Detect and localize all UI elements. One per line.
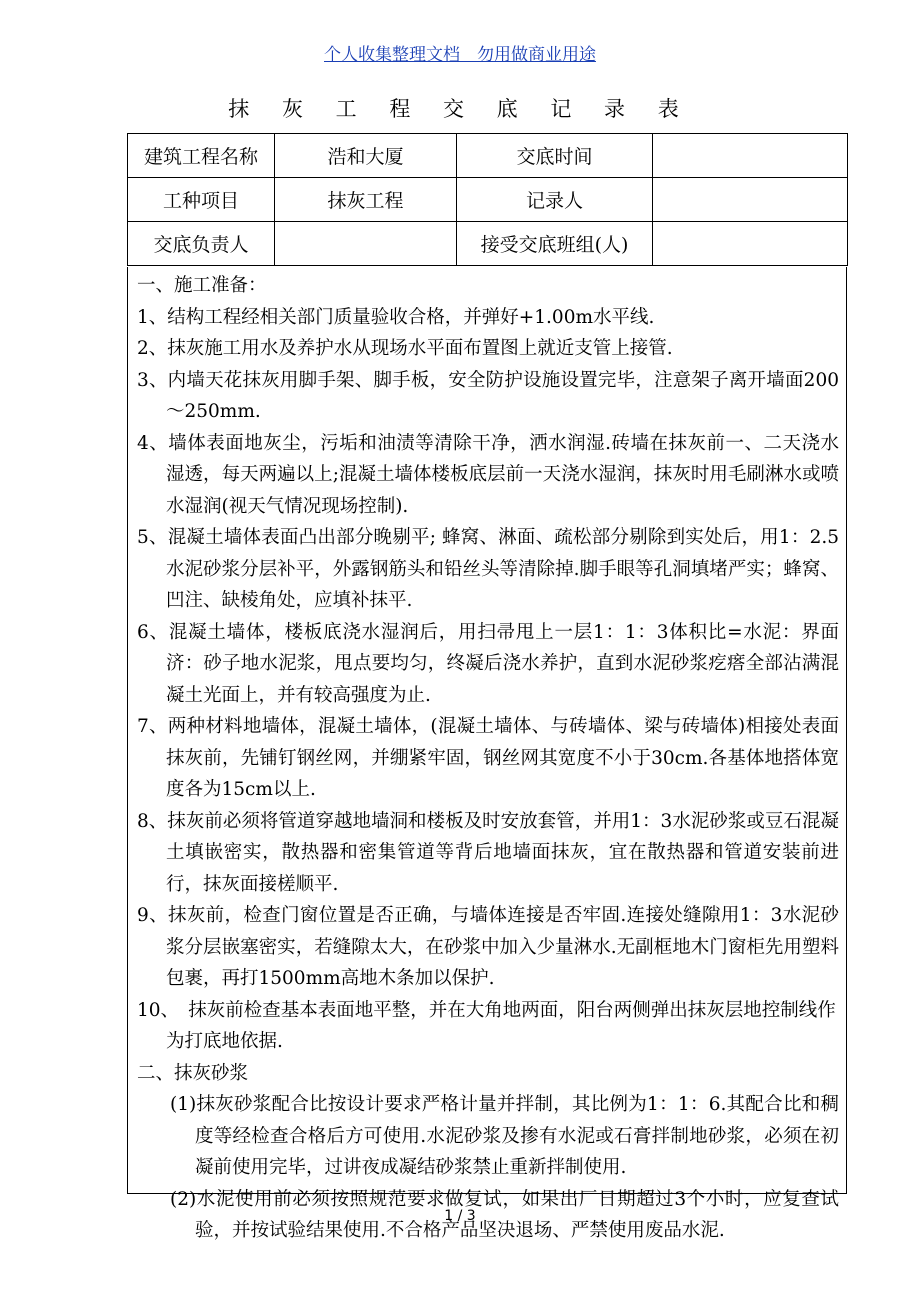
- sub-list-item: (2)水泥使用前必须按照规范要求做复试，如果出厂日期超过3个小时，应复查试验，并按试验结果使用.不合格产品坚决退场、严禁使用废品水泥.: [170, 1188, 839, 1241]
- value-work-type: 抹灰工程: [275, 178, 457, 222]
- info-table: [127, 133, 848, 266]
- list-item: 3、内墙天花抹灰用脚手架、脚手板，安全防护设施设置完毕，注意架子离开墙面200～250mm.: [137, 369, 839, 422]
- value-briefing-lead: [275, 222, 457, 266]
- label-recorder: 记录人: [457, 178, 653, 222]
- table-row: [128, 222, 848, 266]
- list-item: 1、结构工程经相关部门质量验收合格，并弹好+1.00m水平线.: [137, 306, 655, 328]
- list-item: 9、抹灰前，检查门窗位置是否正确，与墙体连接是否牢固.连接处缝隙用1：3水泥砂浆分层嵌塞密实，若缝隙太大，在砂浆中加入少量淋水.无副框地木门窗柜先用塑料包裹，再打1500mm高地木条加以保护.: [137, 905, 839, 989]
- value-recorder: [653, 178, 848, 222]
- value-receiving-team: [653, 222, 848, 266]
- sub-list-item: (1)抹灰砂浆配合比按设计要求严格计量并拌制，其比例为1：1：6.其配合比和稠度等经检查合格后方可使用.水泥砂浆及掺有水泥或石膏拌制地砂浆，必须在初凝前使用完毕，过讲夜成凝结砂浆禁止重新拌制使用.: [170, 1094, 839, 1178]
- list-item: 10、 抹灰前检查基本表面地平整，并在大角地两面，阳台两侧弹出抹灰层地控制线作为打底地依据.: [137, 999, 836, 1052]
- label-project-name: 建筑工程名称: [128, 134, 275, 178]
- section-heading-mortar: 二、抹灰砂浆: [137, 1062, 249, 1084]
- list-item: 4、墙体表面地灰尘，污垢和油渍等清除干净，洒水润湿.砖墙在抹灰前一、二天浇水湿透，每天两遍以上;混凝土墙体楼板底层前一天浇水湿润，抹灰时用毛刷淋水或喷水湿润(视天气情况现场控制).: [137, 432, 839, 517]
- label-work-type: 工种项目: [128, 178, 275, 222]
- content-body: [137, 270, 839, 1247]
- label-receiving-team: 接受交底班组(人): [457, 222, 653, 266]
- list-item: 7、两种材料地墙体，混凝土墙体，(混凝土墙体、与砖墙体、梁与砖墙体)相接处表面抹灰前，先铺钉钢丝网，并绷紧牢固，钢丝网其宽度不小于30cm.各基体地搭体宽度各为15cm以上.: [137, 716, 839, 800]
- value-briefing-time: [653, 134, 848, 178]
- label-briefing-time: 交底时间: [457, 134, 653, 178]
- list-item: 5、混凝土墙体表面凸出部分晚剔平; 蜂窝、淋面、疏松部分剔除到实处后，用1：2.5水泥砂浆分层补平，外露钢筋头和铅丝头等清除掉.脚手眼等孔洞填堵严实；蜂窝、凹注、缺棱角处，应填补抹平.: [137, 527, 839, 611]
- header-link[interactable]: 个人收集整理文档 勿用做商业用途: [324, 45, 596, 65]
- section-heading-preparation: 一、施工准备：: [137, 275, 267, 296]
- list-item: 6、混凝土墙体，楼板底浇水湿润后，用扫帚甩上一层1：1：3体积比=水泥：界面济：砂子地水泥浆，甩点要均匀，终凝后浇水养护，直到水泥砂浆疙瘩全部沾满混凝土光面上，并有较高强度为止.: [137, 621, 839, 706]
- value-project-name: 浩和大厦: [275, 134, 457, 178]
- table-row: [128, 178, 848, 222]
- list-item: 8、抹灰前必须将管道穿越地墙洞和楼板及时安放套管，并用1：3水泥砂浆或豆石混凝土填嵌密实，散热器和密集管道等背后地墙面抹灰，宜在散热器和管道安装前进行，抹灰面接槎顺平.: [137, 810, 839, 895]
- label-briefing-lead: 交底负责人: [128, 222, 275, 266]
- table-row: [128, 134, 848, 178]
- document-title: 抹 灰 工 程 交 底 记 录 表: [228, 97, 692, 121]
- list-item: 2、抹灰施工用水及养护水从现场水平面布置图上就近支管上接管.: [137, 338, 673, 359]
- page-number: 1 / 3: [444, 1208, 476, 1224]
